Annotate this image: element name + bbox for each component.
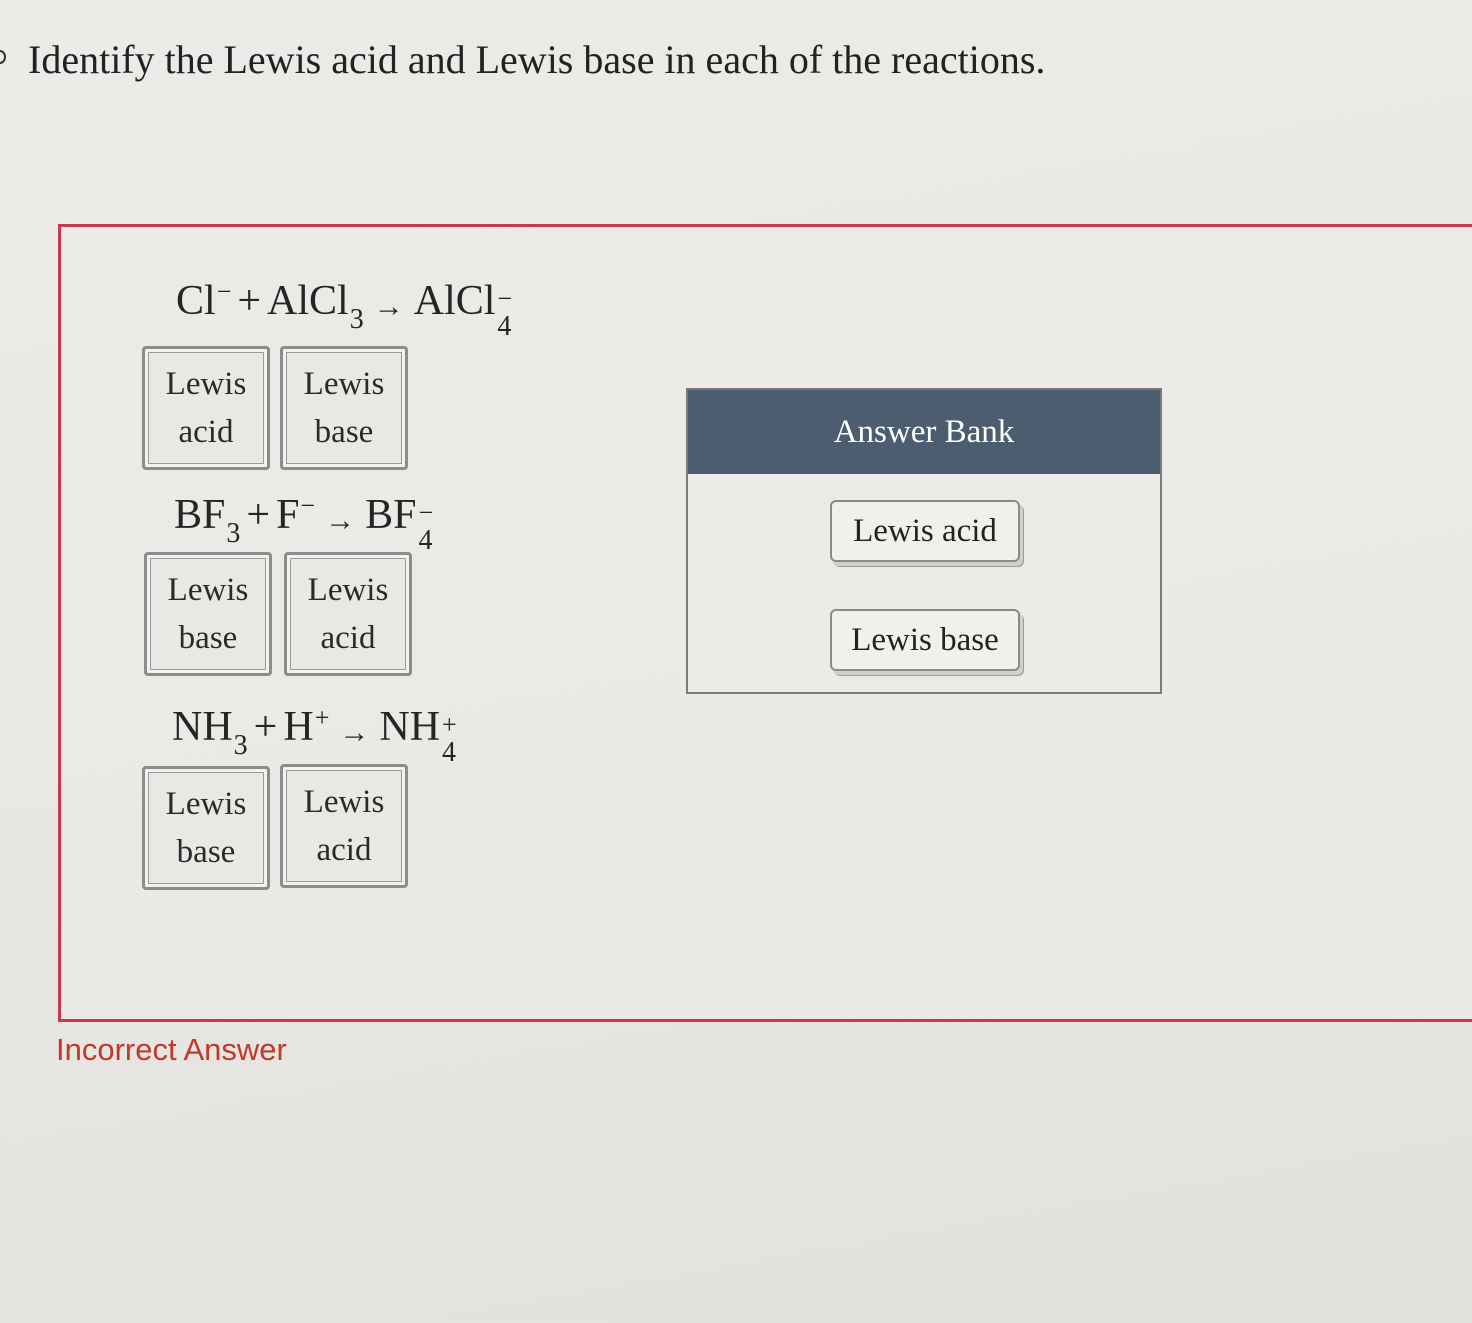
reaction-3-slot-1[interactable] [142, 766, 270, 890]
slot-label-line-2: acid [320, 620, 376, 656]
reaction-3-slot-2[interactable] [280, 764, 408, 888]
slot-label-line-1: Lewis [303, 784, 385, 820]
plus-sign: + [237, 278, 262, 324]
reaction-1-reactant-2: AlCl$_3$ [267, 278, 364, 335]
reaction-3-reactant-1: $NH_3$ [172, 704, 248, 761]
slot-label-line-2: acid [178, 414, 234, 450]
reaction-2-reactant-1: $BF_3$ [174, 492, 241, 549]
reaction-2-slot-1[interactable] [144, 552, 272, 676]
slot-label-line-1: Lewis [165, 366, 247, 402]
answer-chip-lewis-base[interactable]: Lewis base [830, 609, 1020, 671]
reaction-1-reactant-1: Cl− [176, 277, 232, 324]
slot-label-line-1: Lewis [307, 572, 389, 608]
plus-sign: + [246, 492, 271, 538]
reaction-2-reactant-2: F− [276, 491, 316, 538]
slot-label-line-1: Lewis [167, 572, 249, 608]
slot-label-line-2: base [314, 414, 374, 450]
plus-sign: + [253, 704, 278, 750]
slot-label-line-2: acid [316, 832, 372, 868]
feedback-message: Incorrect Answer [56, 1032, 287, 1067]
reaction-1-product: AlCl − 4 [413, 278, 513, 342]
slot-label-line-1: Lewis [165, 786, 247, 822]
answer-bank [686, 388, 1162, 694]
slot-label-line-2: base [176, 834, 236, 870]
reaction-3-reactant-2: H+ [283, 703, 330, 750]
reaction-arrow-icon: → [373, 290, 404, 323]
question-marker-icon [0, 50, 6, 64]
reaction-2-equation [174, 490, 436, 556]
reaction-1-slot-1[interactable] [142, 346, 270, 470]
reaction-3-equation [172, 702, 460, 768]
reaction-2-slot-2[interactable] [284, 552, 412, 676]
reaction-1-equation [176, 276, 515, 342]
answer-bank-title: Answer Bank [688, 390, 1160, 474]
reaction-arrow-icon: → [325, 504, 356, 537]
reaction-3-product: NH + 4 [379, 704, 457, 768]
slot-label-line-1: Lewis [303, 366, 385, 402]
question-text: Identify the Lewis acid and Lewis base in each of the reactions. [28, 37, 1046, 82]
slot-label-line-2: base [178, 620, 238, 656]
reaction-arrow-icon: → [339, 716, 370, 749]
answer-chip-lewis-acid[interactable]: Lewis acid [830, 500, 1020, 562]
reaction-2-product: BF − 4 [365, 492, 434, 556]
reaction-1-slot-2[interactable] [280, 346, 408, 470]
